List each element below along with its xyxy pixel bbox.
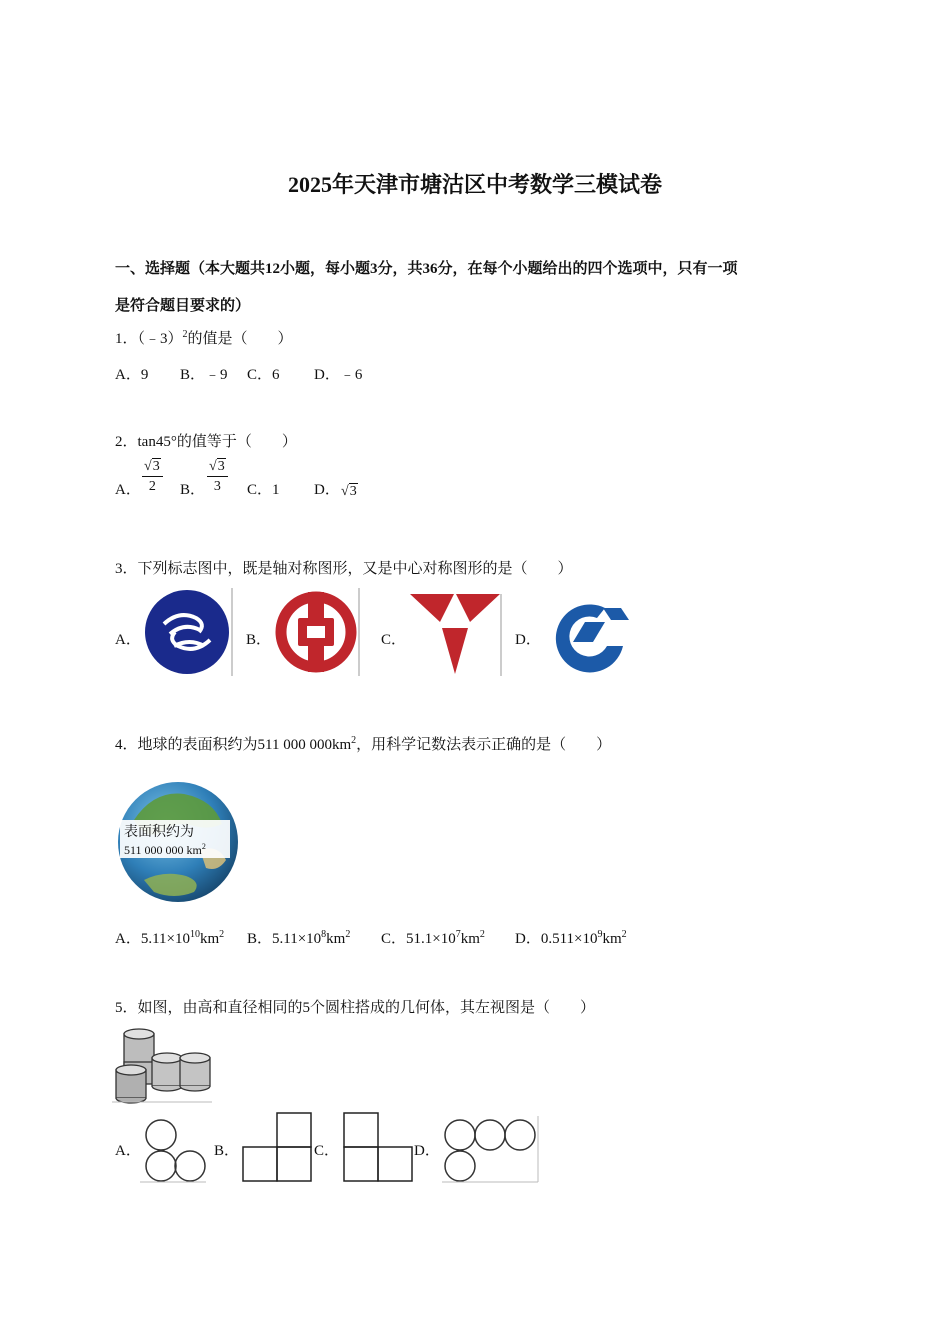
sqrt-radicand: 3	[152, 459, 160, 474]
globe-label-line1: 表面积约为	[124, 824, 194, 840]
q4-option-b	[247, 927, 350, 948]
sqrt-sign: √	[209, 459, 217, 474]
q4-option-b-unit: km	[326, 931, 346, 947]
fraction-numerator	[207, 460, 228, 477]
q4-option-c	[381, 927, 485, 948]
q1-option-d: D．﹣6	[314, 367, 363, 383]
q2-option-a-fraction	[142, 460, 163, 494]
q5-option-a-figure	[140, 1116, 208, 1184]
q2-option-b-fraction	[207, 460, 228, 494]
q4-option-c-unit: km	[460, 931, 480, 947]
question-5-stem: 5．如图，由高和直径相同的5个圆柱搭成的几何体，其左视图是（ ）	[115, 1000, 596, 1016]
fraction-numerator	[142, 460, 163, 477]
q1-option-b: B．﹣9	[180, 367, 228, 383]
cylinders-solid-figure	[112, 1028, 214, 1104]
globe-label-exponent: 2	[201, 842, 206, 851]
sqrt-radical	[341, 484, 358, 500]
earth-globe-image	[114, 780, 242, 904]
section-heading-line1: 一、选择题（本大题共12小题，每小题3分，共36分，在每个小题给出的四个选项中，只有一项	[115, 261, 738, 277]
q4-stem-pre: 4．地球的表面积约为511 000 000km	[115, 737, 352, 753]
bank-of-china-logo	[273, 588, 361, 676]
q4-option-c-label: C．	[381, 931, 407, 947]
china-mobile-logo	[144, 588, 234, 676]
q3-option-d-label: D．	[515, 632, 541, 648]
q1-exponent: 2	[182, 329, 188, 340]
q5-option-d-figure	[442, 1116, 540, 1184]
q4-option-b-unit-exp: 2	[345, 929, 351, 940]
q4-option-d	[515, 927, 627, 948]
q4-option-c-exp: 7	[455, 929, 461, 940]
q4-option-a-exp: 10	[190, 929, 200, 940]
q4-option-a-unit: km	[200, 931, 220, 947]
globe-label-line2	[124, 842, 206, 857]
q1-option-a: A．9	[115, 367, 149, 383]
sqrt-sign: √	[341, 484, 349, 499]
sqrt-radical	[144, 460, 161, 474]
q1-stem-post: 的值是（ ）	[187, 331, 293, 347]
q4-option-a-label: A．	[115, 931, 141, 947]
q2-option-a-label: A．	[115, 482, 141, 498]
fraction	[207, 460, 228, 494]
q5-option-c-label: C．	[314, 1143, 340, 1159]
q4-stem-exponent: 2	[351, 735, 357, 746]
q3-option-a-label: A．	[115, 632, 141, 648]
q2-option-d-sqrt	[341, 484, 358, 500]
section-heading-line2: 是符合题目要求的）	[115, 298, 251, 314]
fraction	[142, 460, 163, 494]
q4-option-d-unit: km	[602, 931, 622, 947]
q4-option-b-label: B．	[247, 931, 273, 947]
q4-option-b-exp: 8	[321, 929, 327, 940]
q4-stem-post: ，用科学记数法表示正确的是（ ）	[356, 737, 612, 753]
q2-option-d-label: D．	[314, 482, 340, 498]
question-3-stem: 3．下列标志图中，既是轴对称图形，又是中心对称图形的是（ ）	[115, 561, 573, 577]
mitsubishi-logo	[410, 594, 502, 676]
cylinder	[152, 1053, 182, 1091]
q4-option-d-coef: 0.511×10	[540, 931, 598, 947]
q4-option-d-label: D．	[515, 931, 541, 947]
q5-option-a-label: A．	[115, 1143, 141, 1159]
question-4-stem	[115, 733, 611, 754]
q4-option-a-coef: 5.11×10	[140, 931, 190, 947]
q5-option-b-figure	[242, 1112, 314, 1184]
sqrt-radicand: 3	[349, 484, 357, 499]
page-title: 2025年天津市塘沽区中考数学三模试卷	[287, 172, 662, 197]
q4-option-c-coef: 51.1×10	[406, 931, 456, 947]
sqrt-sign: √	[144, 459, 152, 474]
q1-option-c: C．6	[247, 367, 280, 383]
q4-option-c-unit-exp: 2	[479, 929, 485, 940]
q2-option-c: C．1	[247, 482, 280, 498]
sqrt-radicand: 3	[217, 459, 225, 474]
q5-option-b-label: B．	[214, 1143, 240, 1159]
q4-option-d-unit-exp: 2	[621, 929, 627, 940]
q3-option-c-label: C．	[381, 632, 407, 648]
fraction-denominator: 3	[213, 479, 221, 494]
q4-option-b-coef: 5.11×10	[272, 931, 322, 947]
question-1-stem	[115, 327, 293, 348]
q4-option-a-unit-exp: 2	[219, 929, 225, 940]
cylinder	[116, 1065, 146, 1103]
sqrt-radical	[209, 460, 226, 474]
q4-option-d-exp: 9	[597, 929, 603, 940]
construction-bank-logo	[545, 590, 633, 676]
q2-option-b-label: B．	[180, 482, 206, 498]
question-2-stem: 2．tan45°的值等于（ ）	[115, 434, 297, 450]
q4-option-a	[115, 927, 224, 948]
q1-stem-pre: 1．（﹣3）	[115, 331, 183, 347]
q5-option-c-figure	[343, 1112, 415, 1184]
globe-label-value: 511 000 000 km	[124, 843, 202, 857]
fraction-denominator: 2	[148, 479, 156, 494]
q5-option-d-label: D．	[414, 1143, 440, 1159]
cylinder	[180, 1053, 210, 1091]
q3-option-b-label: B．	[246, 632, 272, 648]
